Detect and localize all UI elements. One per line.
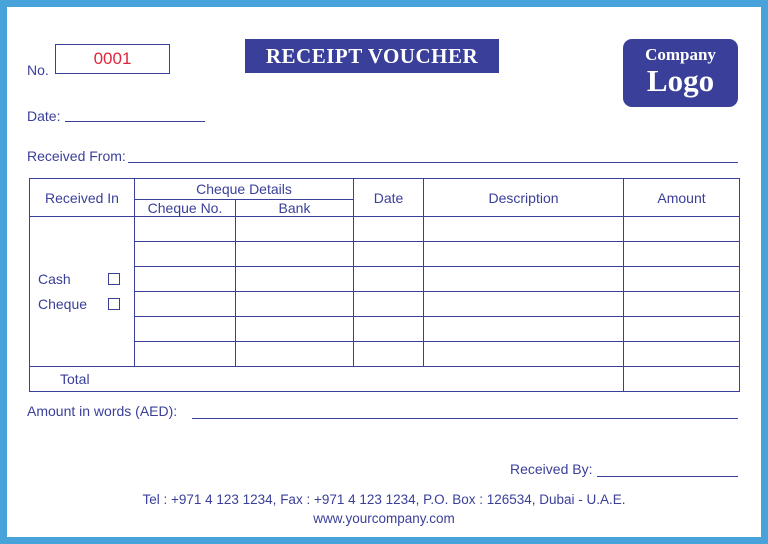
table-cell[interactable] [236, 317, 354, 342]
table-cell[interactable] [236, 217, 354, 242]
cash-option[interactable] [30, 267, 134, 292]
cash-label: Cash [38, 271, 71, 287]
table-cell[interactable] [135, 242, 236, 267]
amount-words-field[interactable] [192, 418, 738, 419]
cheque-option[interactable] [30, 292, 134, 317]
table-cell[interactable] [424, 242, 624, 267]
table-cell[interactable] [354, 317, 424, 342]
date-field[interactable] [65, 121, 205, 122]
table-cell[interactable] [624, 342, 740, 367]
total-label: Total [30, 367, 624, 392]
cheque-label: Cheque [38, 296, 88, 312]
table-cell[interactable] [236, 267, 354, 292]
voucher-number: 0001 [55, 44, 170, 74]
table-cell[interactable] [135, 342, 236, 367]
table-cell[interactable] [424, 292, 624, 317]
table-cell[interactable] [424, 217, 624, 242]
received-by-field[interactable] [597, 476, 738, 477]
header-date: Date [354, 179, 424, 217]
amount-words-label: Amount in words (AED): [27, 403, 178, 419]
table-row [30, 292, 740, 317]
header-bank: Bank [236, 200, 354, 217]
table-cell[interactable] [624, 217, 740, 242]
table-cell[interactable] [424, 267, 624, 292]
table-cell[interactable] [236, 342, 354, 367]
cash-checkbox[interactable] [108, 273, 120, 285]
table-cell[interactable] [236, 242, 354, 267]
received-from-label: Received From: [27, 148, 126, 164]
footer-website[interactable]: www.yourcompany.com [313, 511, 455, 526]
page-title: RECEIPT VOUCHER [245, 39, 499, 73]
table-row [30, 267, 740, 292]
table-cell[interactable] [424, 342, 624, 367]
table-cell[interactable] [354, 267, 424, 292]
header-received-in: Received In [30, 179, 135, 217]
table-cell[interactable] [135, 292, 236, 317]
table-cell[interactable] [135, 317, 236, 342]
header-amount: Amount [624, 179, 740, 217]
table-cell[interactable] [424, 317, 624, 342]
table-cell[interactable] [354, 242, 424, 267]
table-cell[interactable] [624, 292, 740, 317]
logo-line-logo: Logo [646, 63, 715, 98]
header-cheque-no: Cheque No. [135, 200, 236, 217]
table-cell[interactable] [135, 217, 236, 242]
received-by-label: Received By: [510, 461, 593, 477]
logo-line-company: Company [645, 45, 716, 64]
company-logo [623, 39, 738, 107]
received-in-cell [30, 217, 135, 367]
table-cell[interactable] [135, 267, 236, 292]
table-cell[interactable] [624, 267, 740, 292]
table-cell[interactable] [624, 317, 740, 342]
table-row [30, 242, 740, 267]
footer-contact: Tel : +971 4 123 1234, Fax : +971 4 123 1234, P.O. Box : 126534, Dubai - U.A.E. [142, 492, 626, 507]
number-label: No. [27, 62, 49, 78]
table-row [30, 342, 740, 367]
header-description: Description [424, 179, 624, 217]
table-cell[interactable] [624, 242, 740, 267]
table-cell[interactable] [236, 292, 354, 317]
table-cell[interactable] [354, 342, 424, 367]
received-from-field[interactable] [128, 162, 738, 163]
receipt-table [29, 178, 740, 392]
table-cell[interactable] [354, 292, 424, 317]
total-row [30, 367, 740, 392]
table-cell[interactable] [354, 217, 424, 242]
total-amount-cell[interactable] [624, 367, 740, 392]
cheque-checkbox[interactable] [108, 298, 120, 310]
date-label: Date: [27, 108, 61, 124]
table-row [30, 317, 740, 342]
header-cheque-details: Cheque Details [135, 179, 354, 200]
